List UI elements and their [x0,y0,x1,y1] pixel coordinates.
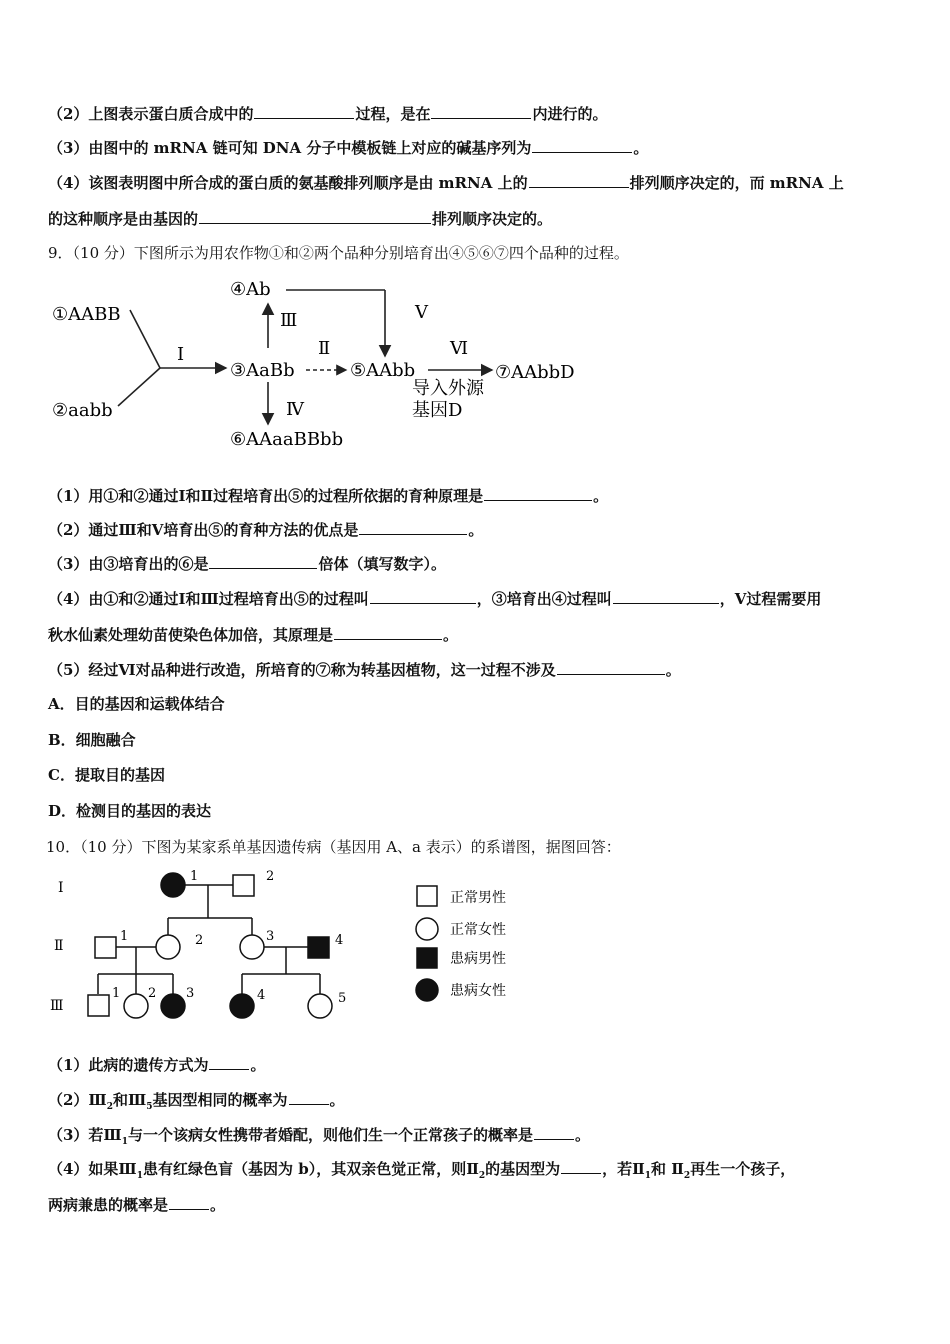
q8-part3: （3）由图中的 mRNA 链可知 DNA 分子中模板链上对应的碱基序列为 。 [48,139,649,157]
answer-blank[interactable] [209,1055,249,1070]
answer-blank[interactable] [199,209,431,224]
answer-blank[interactable] [557,660,665,675]
q9-part1: （1）用①和②通过Ⅰ和Ⅱ过程培育出⑤的过程所依据的育种原理是 。 [48,487,609,505]
legend-affected-male: 患病男性 [450,951,506,967]
node-5: ⑤AAbb [350,360,416,381]
q8-part4-cont: 的这种顺序是由基因的 排列顺序决定的。 [48,210,553,228]
node-6: ⑥AAaaBBbb [230,429,344,450]
num-II2: 2 [195,933,204,948]
answer-blank[interactable] [254,104,354,119]
I1-affected-female [161,873,185,897]
q10-part1: （1）此病的遗传方式为 。 [48,1056,266,1074]
step-III-label: Ⅲ [280,310,298,331]
answer-blank[interactable] [431,104,531,119]
edge-1-merge [130,310,160,368]
num-III5: 5 [338,991,347,1006]
edge-2-merge [118,368,160,406]
I2-normal-male [233,875,254,896]
step-VI-label: Ⅵ [450,338,469,359]
gen-II-label: Ⅱ [54,938,64,954]
num-II1: 1 [120,929,129,944]
answer-blank[interactable] [529,173,629,188]
step-I-label: Ⅰ [177,344,185,365]
node-4: ④Ab [230,279,271,300]
num-III4: 4 [257,988,266,1003]
num-I1: 1 [190,869,199,884]
II2-normal-female [156,935,180,959]
answer-blank[interactable] [613,589,719,604]
answer-blank[interactable] [534,1125,574,1140]
q9-part2: （2）通过Ⅲ和Ⅴ培育出⑤的育种方法的优点是 。 [48,521,484,539]
answer-blank[interactable] [370,589,476,604]
num-II3: 3 [266,929,275,944]
num-III2: 2 [148,986,157,1001]
answer-blank[interactable] [532,138,632,153]
node-3: ③AaBb [230,360,295,381]
answer-blank[interactable] [359,520,467,535]
legend-normal-female: 正常女性 [450,922,506,938]
num-III3: 3 [186,986,195,1001]
II3-normal-female [240,935,264,959]
num-II4: 4 [335,933,344,948]
legend-normal-female-symbol [416,918,438,940]
num-III1: 1 [112,986,121,1001]
q9-part4-cont: 秋水仙素处理幼苗使染色体加倍，其原理是 。 [48,626,459,644]
answer-blank[interactable] [289,1090,329,1105]
legend-affected-male-symbol [417,948,437,968]
gen-III-label: Ⅲ [50,998,64,1014]
III5-normal-female [308,994,332,1018]
step-IV-label: Ⅳ [286,399,304,420]
II1-normal-male [95,937,116,958]
breeding-diagram [40,270,600,455]
III4-affected-female [230,994,254,1018]
q9-option-a[interactable]: A．目的基因和运载体结合 [48,695,225,713]
II4-affected-male [308,937,329,958]
III2-normal-female [124,994,148,1018]
step-II-label: Ⅱ [318,338,331,359]
III3-affected-female [161,994,185,1018]
answer-blank[interactable] [169,1195,209,1210]
num-I2: 2 [266,869,275,884]
note-import-gene: 导入外源 [412,378,484,399]
answer-blank[interactable] [209,554,317,569]
q10-part3: （3）若$Ⅲ_1$与一个该病女性携带者婚配，则他们生一个正常孩子的概率是 。 [48,1126,591,1147]
q9-header: 9．（10 分）下图所示为用农作物①和②两个品种分别培育出④⑤⑥⑦四个品种的过程。 [48,244,629,262]
q8-part2: （2）上图表示蛋白质合成中的 过程，是在 内进行的。 [48,105,608,123]
step-V-label: Ⅴ [415,302,428,323]
q10-header: 10．（10 分）下图为某家系单基因遗传病（基因用 A、a 表示）的系谱图，据图回答： [46,838,621,856]
q9-part4: （4）由①和②通过Ⅰ和Ⅲ过程培育出⑤的过程叫 ，③培育出④过程叫 ，Ⅴ过程需要用 [48,590,822,608]
legend-affected-female: 患病女性 [450,983,506,999]
node-7: ⑦AAbbD [495,362,575,383]
legend-normal-male-symbol [417,886,437,906]
q9-option-b[interactable]: B．细胞融合 [48,731,136,749]
q9-part5: （5）经过Ⅵ对品种进行改造，所培育的⑦称为转基因植物，这一过程不涉及 。 [48,661,681,679]
node-2: ②aabb [52,400,113,421]
note-gene-D: 基因D [412,400,463,421]
q8-part4: （4）该图表明图中所合成的蛋白质的氨基酸排列顺序是由 mRNA 上的 排列顺序决定的，而 mRNA 上 [48,174,844,192]
answer-blank[interactable] [484,486,592,501]
q10-part4-cont: 两病兼患的概率是 。 [48,1196,226,1214]
answer-blank[interactable] [334,625,442,640]
q10-part2: $(2)Ⅲ_2$和$Ⅲ_5$基因型相同的概率为 。 [48,1091,345,1112]
gen-I-label: Ⅰ [58,880,64,896]
legend-normal-male: 正常男性 [450,890,506,906]
q10-part4: （4）如果$Ⅲ_1$患有红绿色盲（基因为 b），其双亲色觉正常，则$Ⅱ_2$的基因型为 ，若$Ⅱ_1$和 $Ⅱ_2$再生一个孩子， [48,1160,796,1181]
III1-normal-male [88,995,109,1016]
q9-part3: （3）由③培育出的⑥是 倍体（填写数字）。 [48,555,446,573]
node-1: ①AABB [52,304,121,325]
legend-affected-female-symbol [416,979,438,1001]
q9-option-c[interactable]: C．提取目的基因 [48,766,165,784]
q9-option-d[interactable]: D．检测目的基因的表达 [48,802,212,820]
answer-blank[interactable] [561,1159,601,1174]
pedigree-chart [40,862,520,1027]
